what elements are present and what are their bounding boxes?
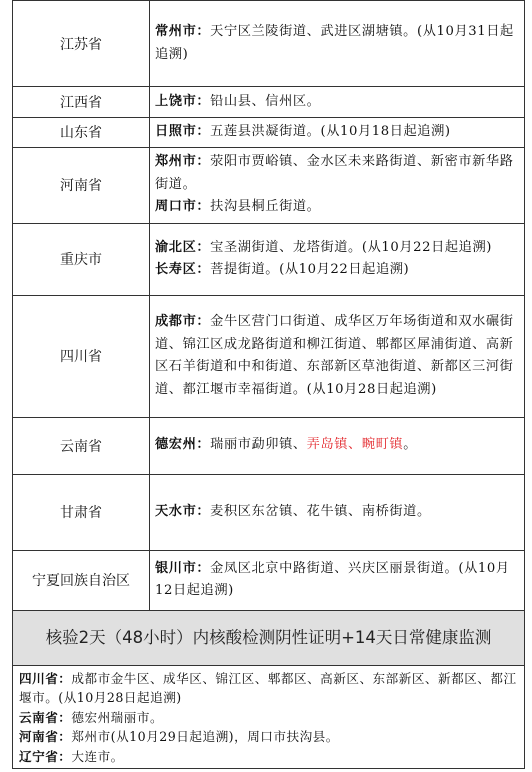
city-label: 渝北区：: [155, 239, 211, 255]
table-row: [13, 550, 525, 610]
area-text: 麦积区东岔镇、花牛镇、南桥街道。: [210, 503, 431, 519]
entry-line: [155, 196, 518, 219]
area-text: 宝圣湖街道、龙塔街道。(从10月22日起追溯): [210, 239, 492, 255]
detail-cell: [150, 417, 525, 474]
area-text: 金牛区营门口街道、成华区万年场街道和双水碾街道、锦江区成龙路街道和柳江街道、郫都区犀浦街道、高新区石羊街道和中和街道、东部新区草池街道、新都区三河街道、都江堰市幸福街道。(从10月28日起追溯): [155, 314, 514, 397]
note-province: 辽宁省：: [19, 748, 72, 764]
detail-cell: [150, 474, 525, 550]
entry-line: [155, 21, 518, 66]
table-row: [13, 295, 525, 417]
province-cell: 山东省: [13, 118, 150, 148]
city-label: 周口市：: [155, 199, 211, 215]
detail-cell: [150, 550, 525, 610]
detail-cell: [150, 1, 525, 87]
province-cell: 甘肃省: [13, 474, 150, 550]
entry-line: [155, 558, 518, 603]
area-text: 荥阳市贾峪镇、金水区未来路街道、新密市新华路街道。: [155, 154, 514, 192]
area-text: 铅山县、信州区。: [210, 93, 321, 109]
note-text: 郑州市(从10月29日起追溯)，周口市扶沟县。: [71, 729, 339, 744]
city-label: 德宏州：: [155, 437, 211, 453]
area-text: 菩提街道。(从10月22日起追溯): [210, 262, 410, 277]
city-label: 银川市：: [155, 560, 211, 576]
city-label: 长寿区：: [155, 262, 211, 277]
detail-cell: [150, 223, 525, 295]
note-text: 成都市金牛区、成华区、锦江区、郫都区、高新区、东部新区、新都区、都江堰市。(从10月28日起追溯): [19, 670, 517, 705]
area-text: 瑞丽市勐卯镇、: [210, 437, 307, 453]
city-label: 郑州市：: [155, 154, 211, 170]
city-label: 常州市：: [155, 24, 211, 39]
note-province: 河南省：: [19, 729, 72, 744]
province-cell: 四川省: [13, 295, 150, 417]
note-item: [19, 708, 520, 728]
city-label: 天水市：: [155, 503, 211, 519]
province-cell: 江苏省: [13, 1, 150, 87]
table-row: [13, 223, 525, 295]
table-row: [13, 474, 525, 550]
notes-section: [12, 665, 525, 770]
note-province: 四川省：: [19, 670, 72, 686]
note-province: 云南省：: [19, 709, 72, 725]
note-text: 德宏州瑞丽市。: [71, 709, 164, 725]
table-row: [13, 147, 525, 223]
area-text: 扶沟县桐丘街道。: [210, 199, 321, 215]
region-table: [12, 0, 525, 611]
entry-line: [155, 237, 518, 260]
detail-cell: [150, 87, 525, 118]
note-item: [19, 727, 520, 747]
table-row: [13, 118, 525, 148]
province-cell: 河南省: [13, 147, 150, 223]
note-text: 大连市。: [71, 748, 124, 764]
area-text: 天宁区兰陵街道、武进区湖塘镇。(从10月31日起追溯): [155, 24, 514, 62]
area-text: 五莲县洪凝街道。(从10月18日起追溯): [210, 124, 451, 139]
table-row: [13, 87, 525, 118]
entry-line: [155, 259, 518, 282]
entry-line: [155, 434, 518, 457]
detail-cell: [150, 147, 525, 223]
highlighted-area-text: 弄岛镇、畹町镇: [306, 437, 404, 453]
entry-line: [155, 121, 518, 144]
entry-line: [155, 501, 518, 524]
monitoring-banner: 核验2天（48小时）内核酸检测阴性证明+14天日常健康监测: [12, 611, 525, 665]
table-row: [13, 417, 525, 474]
entry-line: [155, 91, 518, 114]
city-label: 上饶市：: [155, 93, 211, 109]
area-text: 金凤区北京中路街道、兴庆区丽景街道。(从10月12日起追溯): [155, 560, 510, 598]
note-item: [19, 747, 520, 767]
city-label: 成都市：: [155, 314, 211, 329]
province-cell: 江西省: [13, 87, 150, 118]
city-label: 日照市：: [155, 124, 211, 139]
detail-cell: [150, 295, 525, 417]
note-item: [19, 669, 520, 708]
province-cell: 云南省: [13, 417, 150, 474]
area-text-end: 。: [403, 437, 417, 453]
province-cell: 宁夏回族自治区: [13, 550, 150, 610]
detail-cell: [150, 118, 525, 148]
entry-line: [155, 311, 518, 401]
table-row: [13, 1, 525, 87]
province-cell: 重庆市: [13, 223, 150, 295]
entry-line: [155, 151, 518, 196]
document: [12, 0, 525, 769]
